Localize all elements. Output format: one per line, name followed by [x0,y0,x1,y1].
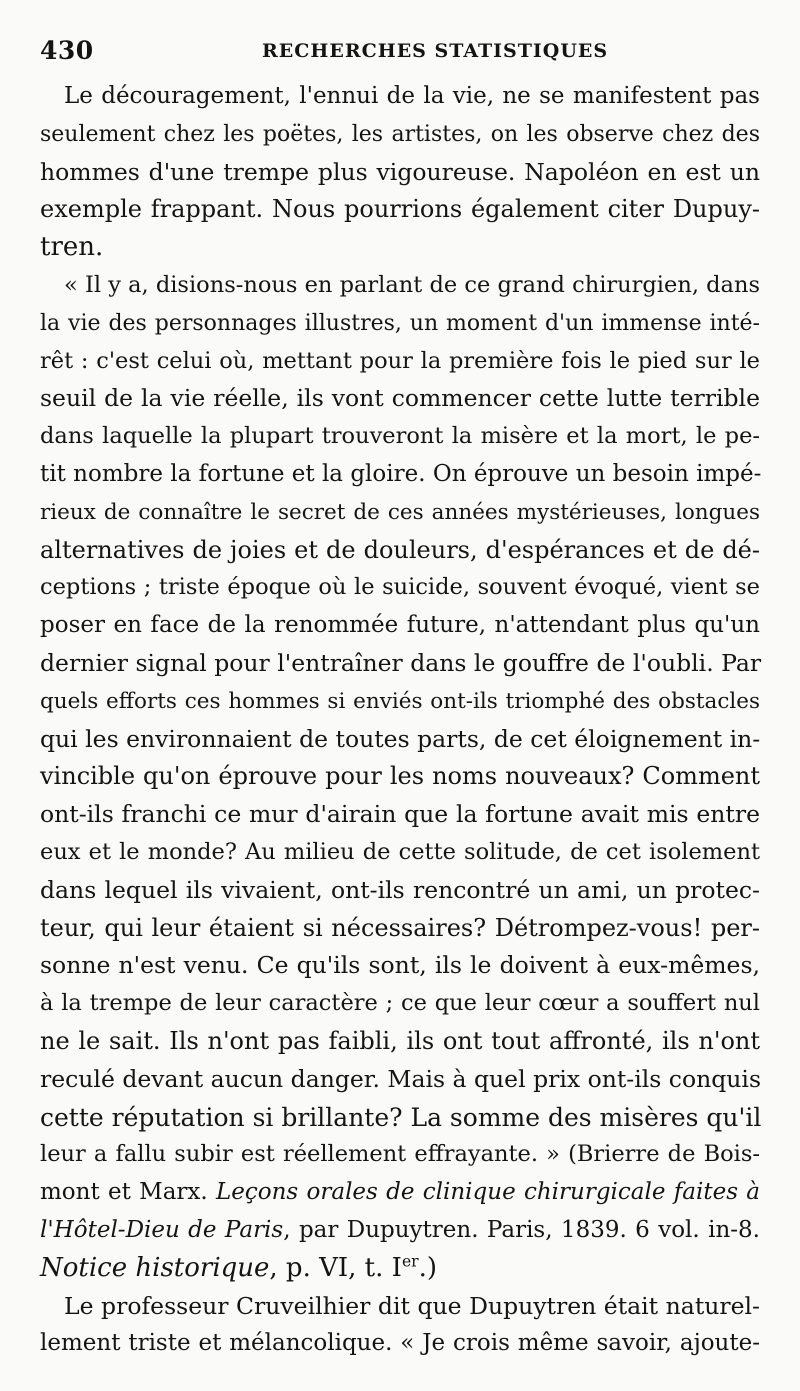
text-line: exemple frappant. Nous pourrions également citer Dupuy- [40,195,760,224]
text-line: ne le sait. Ils n'ont pas faibli, ils ont tout affronté, ils n'ont [40,1026,760,1055]
book-title-italic: l'Hôtel-Dieu de Paris [40,1216,284,1243]
text-line: rieux de connaître le secret de ces années mystérieuses, longues [40,499,760,525]
text-line: la vie des personnages illustres, un moment d'un immense inté- [40,310,760,336]
citation-line: l'Hôtel-Dieu de Paris, par Dupuytren. Paris, 1839. 6 vol. in-8. [40,1216,760,1243]
running-head [40,36,760,70]
text-line: eux et le monde? Au milieu de cette solitude, de cet isolement [40,838,760,865]
body-text [40,78,760,1363]
text-line: dans laquelle la plupart trouveront la misère et la mort, le pe- [40,423,760,450]
text-line: cette réputation si brillante? La somme des misères qu'il [40,1102,762,1132]
text-line: dans lequel ils vivaient, ont-ils rencontré un ami, un protec- [40,875,760,904]
text-line: « Il y a, disions-nous en parlant de ce grand chirurgien, dans [64,271,760,298]
text-line: lement triste et mélancolique. « Je crois même savoir, ajoute- [40,1330,760,1357]
text-line: quels efforts ces hommes si enviés ont-ils triomphé des obstacles [40,688,760,714]
text-line: qui les environnaient de toutes parts, de cet éloignement in- [40,724,761,753]
citation-line: mont et Marx. Leçons orales de clinique chirurgicale faites à [40,1179,761,1206]
text-line: Le professeur Cruveilhier dit que Dupuytren était naturel- [64,1291,760,1320]
page-number: 430 [40,36,94,65]
text-line: ont-ils franchi ce mur d'airain que la fortune avait mis entre [40,800,760,829]
text-line: leur a fallu subir est réellement effrayante. » (Brierre de Bois- [40,1141,760,1168]
text-line: teur, qui leur étaient si nécessaires? Détrompez-vous! per- [40,913,760,942]
text-line: tit nombre la fortune et la gloire. On éprouve un besoin impé- [40,460,762,487]
text-line: alternatives de joies et de douleurs, d'espérances et de dé- [40,535,760,564]
text-line: hommes d'une trempe plus vigoureuse. Napoléon en est un [40,157,760,186]
text-line: reculé devant aucun danger. Mais à quel prix ont-ils conquis [40,1064,762,1093]
text-line: vincible qu'on éprouve pour les noms nouveaux? Comment [40,762,760,791]
notice-title-italic: Notice historique [40,1252,270,1283]
text-line: poser en face de la renommée future, n'attendant plus qu'un [40,612,760,639]
text-line: seulement chez les poëtes, les artistes, on les observe chez des [40,121,760,147]
book-title-italic: Leçons orales de clinique chirurgicale faites à [216,1179,761,1206]
text-line: dernier signal pour l'entraîner dans le gouffre de l'oubli. Par [40,648,762,677]
text-line: ceptions ; triste époque où le suicide, souvent évoqué, vient se [40,574,760,601]
text-line: seuil de la vie réelle, ils vont commencer cette lutte terrible [40,384,760,413]
text-line: tren. [40,232,104,263]
text-line: sonne n'est venu. Ce qu'ils sont, ils le doivent à eux-mêmes, [40,951,760,980]
citation-line: Notice historique, p. VI, t. Ier.) [40,1252,438,1283]
text-line: à la trempe de leur caractère ; ce que leur cœur a souffert nul [40,990,760,1017]
text-line: Le découragement, l'ennui de la vie, ne se manifestent pas [64,83,760,109]
text-line: rêt : c'est celui où, mettant pour la première fois le pied sur le [40,347,760,374]
running-title: RECHERCHES STATISTIQUES [262,40,609,62]
